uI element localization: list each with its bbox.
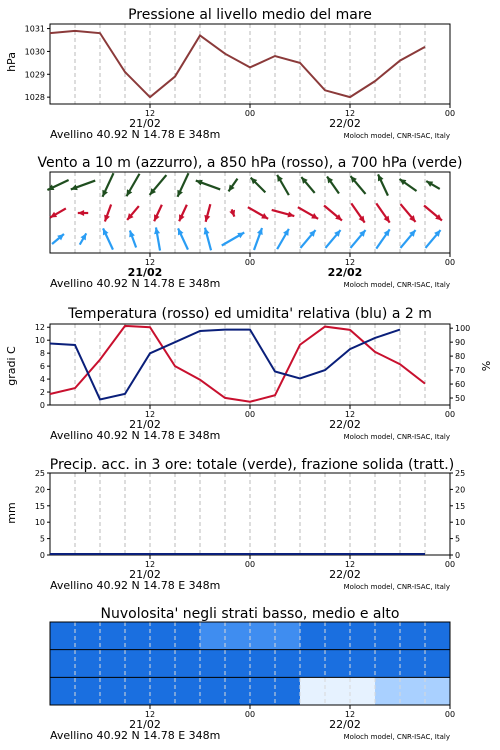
location-label: Avellino 40.92 N 14.78 E 348m: [50, 277, 221, 290]
humidity-y2-label: 90: [455, 338, 466, 348]
date-label: 22/02: [329, 568, 361, 581]
cloud-cell-basso: [100, 677, 126, 705]
precip-frame: [50, 473, 450, 555]
wind-700-arrow: [399, 179, 416, 191]
temp-y-label: 8: [39, 349, 45, 359]
cloud-cell-basso: [425, 677, 451, 705]
cloud-cell-alto: [425, 622, 451, 650]
cloud-cell-medio: [375, 650, 401, 678]
wind-700-arrow: [350, 176, 365, 194]
wind-10-arrow: [80, 233, 87, 244]
wind-10-arrow: [400, 230, 415, 248]
cloud-cell-basso: [125, 677, 151, 705]
precip-y2-label: 15: [455, 501, 466, 511]
x-tick-label: 12: [144, 109, 156, 118]
wind-850-arrow: [376, 203, 389, 222]
cloud-cell-alto: [275, 622, 301, 650]
wind-10-arrow: [325, 230, 340, 248]
cloud-cell-alto: [350, 622, 376, 650]
x-tick-label: 00: [444, 410, 456, 419]
cloud-cell-alto: [50, 622, 76, 650]
temp-y-label: 2: [39, 388, 45, 398]
temp-y-label: 10: [34, 336, 45, 346]
location-label: Avellino 40.92 N 14.78 E 348m: [50, 128, 221, 141]
wind-700-arrow: [102, 173, 113, 197]
cloud-cell-alto: [225, 622, 251, 650]
precip-y-label: 10: [34, 518, 45, 528]
date-label: 22/02: [327, 266, 363, 279]
precip-y-label: 0: [39, 551, 45, 560]
cloud-cell-medio: [275, 650, 301, 678]
humidity-y2-label: 70: [455, 366, 466, 376]
credit-label: Moloch model, CNR-ISAC, Italy: [343, 433, 450, 441]
cloud-cell-alto: [300, 622, 326, 650]
wind-10-arrow: [425, 230, 440, 248]
pressure-frame: [50, 24, 450, 104]
cloud-cell-alto: [125, 622, 151, 650]
cloud-cell-basso: [400, 677, 426, 705]
wind-10-arrow: [300, 230, 315, 248]
precip-y2-label: 0: [455, 551, 461, 560]
credit-label: Moloch model, CNR-ISAC, Italy: [343, 733, 450, 741]
wind-10-arrow: [376, 229, 389, 248]
temp-y-label: 12: [34, 323, 45, 333]
wind-700-arrow: [177, 173, 188, 197]
precip-title: Precip. acc. in 3 ore: totale (verde), frazione solida (tratt.): [49, 457, 455, 473]
cloud-cell-alto: [400, 622, 426, 650]
wind-850-arrow: [424, 205, 442, 220]
cloud-cell-basso: [325, 677, 351, 705]
cloud-cell-alto: [100, 622, 126, 650]
wind-850-arrow: [104, 204, 111, 221]
humidity-y2-label: 100: [455, 324, 471, 334]
location-label: Avellino 40.92 N 14.78 E 348m: [50, 729, 221, 742]
date-label: 21/02: [129, 418, 161, 431]
x-tick-label: 00: [444, 258, 456, 267]
wind-850-arrow: [351, 203, 364, 222]
wind-10-arrow: [204, 228, 211, 251]
pressure-y-label: 1030: [24, 47, 45, 57]
x-tick-label: 00: [444, 710, 456, 719]
wind-850-arrow: [298, 207, 318, 219]
cloud-cell-basso: [225, 677, 251, 705]
temperature-humidity-panel: [5, 306, 493, 442]
precip-y2-label: 25: [455, 469, 466, 478]
wind-850-arrow: [154, 205, 162, 221]
cloud-cell-medio: [175, 650, 201, 678]
cloud-cell-medio: [250, 650, 276, 678]
wind-700-arrow: [229, 179, 238, 192]
precip-y2-label: 5: [455, 534, 461, 544]
x-tick-label: 00: [444, 109, 456, 118]
precip-y-label: 20: [34, 485, 45, 495]
pressure-panel: [5, 7, 455, 141]
credit-label: Moloch model, CNR-ISAC, Italy: [343, 583, 450, 591]
x-tick-label: 12: [144, 560, 156, 569]
cloud-cell-alto: [200, 622, 226, 650]
wind-700-arrow: [277, 175, 289, 195]
wind-850-arrow: [248, 207, 268, 219]
cloud-title: Nuvolosita' negli strati basso, medio e alto: [100, 606, 400, 622]
date-label: 21/02: [129, 568, 161, 581]
pressure-y-label: 1028: [24, 93, 45, 103]
wind-700-arrow: [426, 181, 440, 189]
x-tick-label: 12: [344, 710, 356, 719]
wind-700-arrow: [196, 180, 220, 190]
wind-700-arrow: [150, 175, 167, 195]
wind-10-arrow: [154, 227, 160, 250]
cloud-cell-alto: [75, 622, 101, 650]
location-label: Avellino 40.92 N 14.78 E 348m: [50, 429, 221, 442]
cloud-cell-medio: [425, 650, 451, 678]
x-tick-label: 00: [244, 109, 256, 118]
date-label: 21/02: [129, 117, 161, 130]
wind-700-arrow: [127, 174, 140, 197]
wind-10-arrow: [178, 228, 188, 249]
cloud-cell-basso: [75, 677, 101, 705]
pressure-y-label: 1031: [24, 24, 45, 34]
x-tick-label: 12: [144, 410, 156, 419]
wind-700-arrow: [251, 178, 266, 193]
wind-10-arrow: [129, 230, 136, 247]
date-label: 22/02: [329, 718, 361, 731]
wind-700-arrow: [71, 181, 95, 191]
cloud-cell-medio: [350, 650, 376, 678]
cloud-cell-alto: [150, 622, 176, 650]
pressure-title: Pressione al livello medio del mare: [128, 7, 372, 23]
date-label: 21/02: [127, 266, 163, 279]
x-tick-label: 12: [144, 258, 156, 267]
x-tick-label: 00: [444, 560, 456, 569]
date-label: 22/02: [329, 117, 361, 130]
cloud-cell-medio: [150, 650, 176, 678]
wind-700-arrow: [378, 174, 388, 195]
cloud-cell-medio: [325, 650, 351, 678]
wind-850-arrow: [179, 205, 187, 221]
precipitation-panel: [5, 457, 465, 592]
x-tick-label: 00: [244, 560, 256, 569]
wind-10-arrow: [52, 234, 64, 244]
cloud-cell-medio: [300, 650, 326, 678]
precip-y-label: 15: [34, 501, 45, 511]
precip-y2-label: 10: [455, 518, 466, 528]
x-tick-label: 12: [344, 560, 356, 569]
cloud-cell-basso: [50, 677, 76, 705]
wind-10-arrow: [350, 230, 365, 248]
humidity-y2-label: 50: [455, 394, 466, 404]
cloud-cell-basso: [250, 677, 276, 705]
date-label: 21/02: [129, 718, 161, 731]
cloud-cell-medio: [400, 650, 426, 678]
cloud-cell-basso: [275, 677, 301, 705]
x-tick-label: 00: [244, 710, 256, 719]
cloud-cell-medio: [200, 650, 226, 678]
temperature-line: [50, 326, 425, 402]
wind-850-arrow: [229, 209, 235, 216]
cloud-panel: [50, 606, 455, 742]
wind-850-arrow: [127, 206, 139, 220]
temp-y-label: 0: [39, 401, 45, 410]
x-tick-label: 00: [244, 410, 256, 419]
credit-label: Moloch model, CNR-ISAC, Italy: [343, 132, 450, 140]
cloud-cell-alto: [250, 622, 276, 650]
location-label: Avellino 40.92 N 14.78 E 348m: [50, 579, 221, 592]
cloud-cell-basso: [175, 677, 201, 705]
cloud-cell-medio: [75, 650, 101, 678]
x-tick-label: 00: [244, 258, 256, 267]
wind-850-arrow: [324, 205, 342, 220]
precip-y-label: 5: [39, 534, 45, 544]
wind-700-arrow: [327, 176, 339, 193]
wind-10-arrow: [254, 228, 263, 250]
wind-10-arrow: [103, 228, 113, 249]
temp-frame: [50, 324, 450, 405]
cloud-cell-basso: [350, 677, 376, 705]
cloud-cell-medio: [225, 650, 251, 678]
temp-y-label: 6: [39, 362, 45, 372]
cloud-cell-basso: [200, 677, 226, 705]
x-tick-label: 12: [344, 410, 356, 419]
wind-title: Vento a 10 m (azzurro), a 850 hPa (rosso), a 700 hPa (verde): [37, 155, 463, 171]
cloud-cell-basso: [300, 677, 326, 705]
wind-850-arrow: [400, 204, 415, 222]
wind-850-arrow: [50, 208, 66, 217]
cloud-cell-alto: [175, 622, 201, 650]
wind-panel: [37, 155, 462, 290]
temp-ylabel: gradi C: [5, 346, 18, 386]
wind-10-arrow: [277, 229, 289, 249]
wind-700-arrow: [301, 177, 314, 193]
cloud-cell-basso: [150, 677, 176, 705]
temp-y-label: 4: [39, 375, 45, 385]
wind-700-arrow: [47, 180, 68, 190]
humidity-ylabel: %: [480, 360, 493, 372]
cloud-cell-alto: [325, 622, 351, 650]
pressure-line: [50, 31, 425, 97]
x-tick-label: 12: [344, 258, 356, 267]
pressure-y-label: 1029: [24, 70, 45, 80]
credit-label: Moloch model, CNR-ISAC, Italy: [343, 281, 450, 289]
date-label: 22/02: [329, 418, 361, 431]
cloud-cell-medio: [125, 650, 151, 678]
precip-y-label: 25: [34, 469, 45, 478]
precip-ylabel: mm: [5, 502, 18, 524]
cloud-cell-medio: [50, 650, 76, 678]
wind-850-arrow: [204, 204, 210, 222]
cloud-cell-medio: [100, 650, 126, 678]
humidity-y2-label: 80: [455, 352, 466, 362]
cloud-cell-alto: [375, 622, 401, 650]
pressure-ylabel: hPa: [5, 52, 18, 72]
x-tick-label: 12: [144, 710, 156, 719]
cloud-cell-basso: [375, 677, 401, 705]
precip-y2-label: 20: [455, 485, 466, 495]
humidity-y2-label: 60: [455, 380, 466, 390]
temp-title: Temperatura (rosso) ed umidita' relativa (blu) a 2 m: [68, 306, 432, 322]
wind-850-arrow: [78, 210, 88, 216]
x-tick-label: 12: [344, 109, 356, 118]
